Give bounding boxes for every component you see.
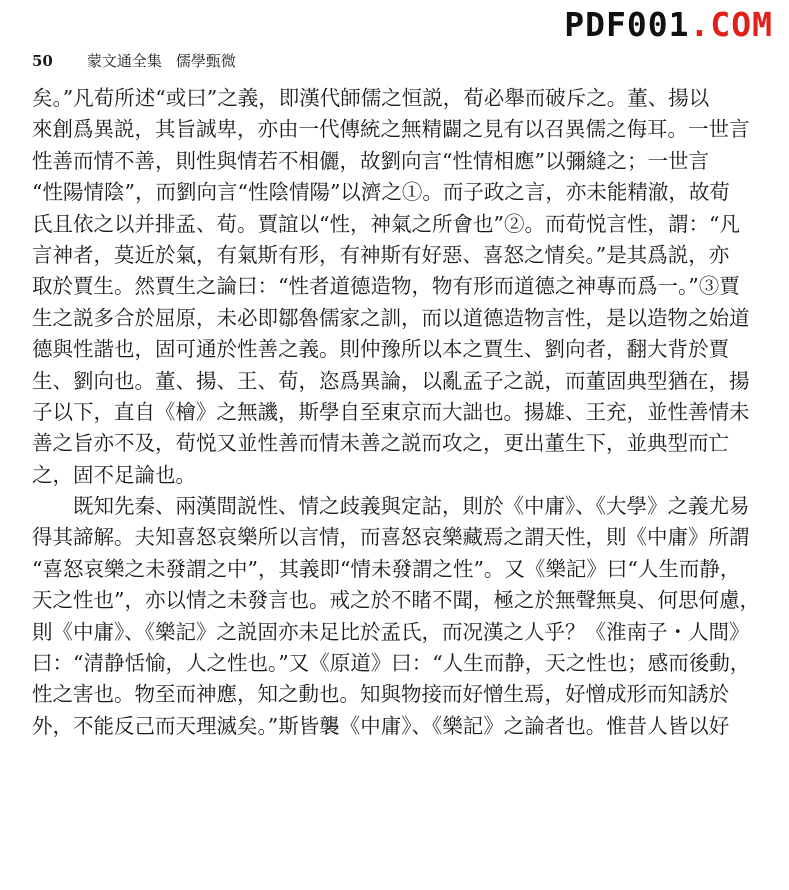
- site-watermark: [564, 6, 773, 44]
- text-line: 外，不能反己而天理滅矣。”斯皆襲《中庸》、《樂記》之論者也。惟昔人皆以好: [32, 713, 730, 738]
- text-line: “喜怒哀樂之未發謂之中”，其義即“情未發謂之性”。又《樂記》曰“人生而静，: [32, 556, 741, 581]
- text-line: 來創爲異説，其旨誠卑，亦由一代傳統之無精闢之見有以召異儒之侮耳。一世言: [32, 117, 750, 142]
- text-line: 言神者，莫近於氣，有氣斯有形，有神斯有好惡、喜怒之情矣。”是其爲説，亦: [32, 242, 730, 267]
- page-number: 50: [32, 52, 53, 70]
- text-line: 曰：“清静恬愉，人之性也。”又《原道》曰：“人生而静，天之性也；感而後動，: [32, 651, 751, 676]
- text-line: 生、劉向也。董、揚、王、荀，恣爲異論，以亂孟子之説，而董固典型猶在，揚: [32, 368, 750, 393]
- text-line: 天之性也”，亦以情之未發言也。戒之於不睹不聞，極之於無聲無臭、何思何慮，: [32, 588, 760, 613]
- text-line: 矣。”凡荀所述“或曰”之義，即漢代師儒之恒説，荀必舉而破斥之。董、揚以: [32, 86, 710, 110]
- chapter-title: 儒學甄微: [175, 52, 236, 70]
- watermark-suffix: .COM: [689, 5, 773, 44]
- running-head: [32, 52, 236, 70]
- text-line: 子以下，直自《檜》之無譏，斯學自至東京而大詘也。揚雄、王充，並性善情未: [32, 399, 750, 424]
- text-line: 之，固不足論也。: [32, 462, 196, 487]
- text-line: 性之害也。物至而神應，知之動也。知與物接而好憎生焉，好憎成形而知誘於: [32, 682, 729, 707]
- text-line: 善之旨亦不及，荀悦又並性善而情未善之説而攻之，更出董生下，並典型而亡: [32, 431, 729, 456]
- text-line: 生之説多合於屈原，未必即鄒魯儒家之訓，而以道德造物言性，是以造物之始道: [32, 305, 750, 330]
- text-line: 既知先秦、兩漢間説性、情之歧義與定詁，則於《中庸》、《大學》之義尤易: [73, 494, 750, 519]
- text-line: 氏且依之以并排孟、荀。賈誼以“性，神氣之所會也”②。而荀悦言性，謂：“凡: [32, 211, 740, 236]
- text-line: 取於賈生。然賈生之論曰：“性者道德造物，物有形而道德之神專而爲一。”③賈: [32, 274, 740, 299]
- text-line: 德與性諧也，固可通於性善之義。則仲豫所以本之賈生、劉向者，翻大背於賈: [32, 337, 729, 362]
- text-line: 則《中庸》、《樂記》之説固亦未足比於孟氏，而况漢之人乎？《淮南子・人間》: [32, 619, 750, 644]
- text-line: “性陽情陰”，而劉向言“性陰情陽”以濟之①。而子政之言，亦未能精澈，故荀: [32, 180, 730, 205]
- body-text: [32, 83, 772, 742]
- text-line: 得其諦解。夫知喜怒哀樂所以言情，而喜怒哀樂藏焉之謂天性，則《中庸》所謂: [32, 525, 750, 550]
- text-line: 性善而情不善，則性與情若不相儷，故劉向言“性情相應”以彌縫之；一世言: [32, 148, 709, 173]
- book-title: 蒙文通全集: [86, 52, 162, 70]
- watermark-prefix: PDF001: [564, 5, 690, 44]
